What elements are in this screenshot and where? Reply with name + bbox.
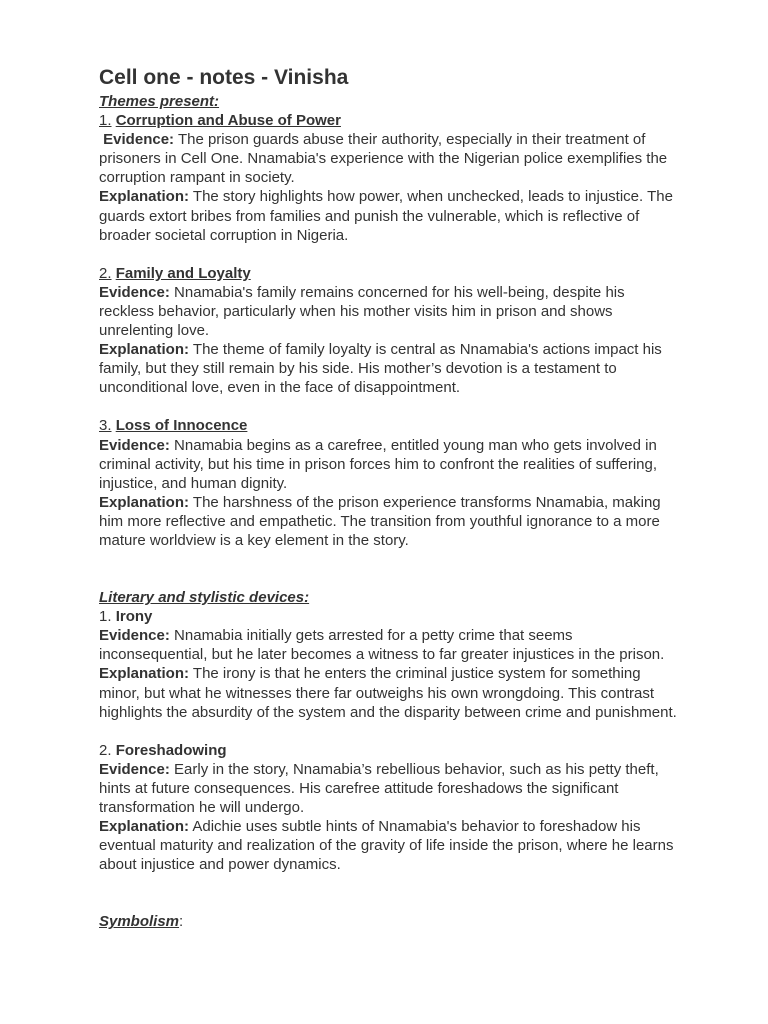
evidence-text: Early in the story, Nnamabia’s rebellious behavior, such as his petty theft, hints at future consequences. His carefree attitude foreshadows the significant transformation he will undergo. xyxy=(99,760,659,816)
theme-number: 1. xyxy=(99,112,112,130)
explanation-paragraph xyxy=(99,187,679,244)
device-item xyxy=(99,607,679,722)
spacer xyxy=(99,397,679,416)
device-number: 1. xyxy=(99,608,112,626)
themes-section xyxy=(99,92,679,550)
evidence-label: Evidence: xyxy=(103,131,175,149)
evidence-label: Evidence: xyxy=(99,436,170,454)
document-page xyxy=(99,64,679,931)
theme-name: Corruption and Abuse of Power xyxy=(115,112,341,130)
theme-item xyxy=(99,416,679,550)
explanation-label: Explanation: xyxy=(99,493,190,511)
theme-title xyxy=(99,111,679,130)
theme-name: Loss of Innocence xyxy=(115,417,248,435)
evidence-paragraph xyxy=(99,760,679,817)
evidence-text: Nnamabia initially gets arrested for a petty crime that seems inconsequential, but he later becomes a witness to far greater injustices in the prison. xyxy=(99,627,665,664)
explanation-label: Explanation: xyxy=(99,188,190,206)
theme-item xyxy=(99,111,679,245)
explanation-text: The irony is that he enters the criminal justice system for something minor, but what he witnesses there far outweighs his own wrongdoing. This contrast highlights the absurdity of the system and the disparity between crime and punishment. xyxy=(99,665,677,721)
explanation-paragraph xyxy=(99,664,679,721)
symbolism-heading xyxy=(99,912,679,931)
device-item xyxy=(99,741,679,875)
device-title xyxy=(99,741,679,760)
explanation-paragraph xyxy=(99,817,679,874)
theme-title xyxy=(99,264,679,283)
themes-heading: Themes present: xyxy=(99,93,220,110)
spacer xyxy=(99,722,679,741)
evidence-paragraph xyxy=(99,130,679,187)
explanation-paragraph xyxy=(99,340,679,397)
evidence-paragraph xyxy=(99,626,679,664)
evidence-text: Nnamabia's family remains concerned for his well-being, despite his reckless behavior, particularly when his mother visits him in prison and shows unrelenting love. xyxy=(99,283,625,340)
theme-item xyxy=(99,264,679,398)
theme-number: 3. xyxy=(99,417,112,435)
evidence-label: Evidence: xyxy=(99,760,170,778)
theme-title xyxy=(99,416,679,435)
symbolism-heading-text: Symbolism xyxy=(99,913,180,931)
devices-section xyxy=(99,588,679,874)
evidence-text: The prison guards abuse their authority, especially in their treatment of prisoners in Cell One. Nnamabia's experience with the Nigerian police exemplifies the corruption rampant in society. xyxy=(99,131,668,187)
theme-name: Family and Loyalty xyxy=(115,264,251,282)
spacer xyxy=(99,550,679,588)
device-title xyxy=(99,607,679,626)
evidence-label: Evidence: xyxy=(99,627,170,645)
explanation-label: Explanation: xyxy=(99,665,190,683)
evidence-label: Evidence: xyxy=(99,283,170,301)
device-name: Irony xyxy=(115,608,153,626)
explanation-text: Adichie uses subtle hints of Nnamabia's behavior to foreshadow his eventual maturity and realization of the gravity of life inside the prison, where he learns about injustice and power dynamics. xyxy=(99,818,674,874)
explanation-text: The theme of family loyalty is central as Nnamabia's actions impact his family, but they still remain by his side. His mother’s devotion is a testament to unconditional love, even in the face of disappointment. xyxy=(99,341,662,397)
spacer xyxy=(99,245,679,264)
evidence-paragraph xyxy=(99,283,679,340)
document-title: Cell one - notes - Vinisha xyxy=(99,66,349,89)
explanation-label: Explanation: xyxy=(99,818,190,836)
explanation-label: Explanation: xyxy=(99,341,190,359)
symbolism-heading-colon: : xyxy=(179,913,184,931)
evidence-text: Nnamabia begins as a carefree, entitled young man who gets involved in criminal activity, but his time in prison forces him to confront the realities of suffering, injustice, and human dignity. xyxy=(99,436,658,492)
theme-number: 2. xyxy=(99,264,112,282)
explanation-text: The story highlights how power, when unchecked, leads to injustice. The guards extort bribes from families and punish the vulnerable, which is reflective of broader societal corruption in Nigeria. xyxy=(99,188,673,244)
device-name: Foreshadowing xyxy=(115,741,227,759)
device-number: 2. xyxy=(99,741,112,759)
evidence-paragraph xyxy=(99,436,679,493)
devices-heading: Literary and stylistic devices: xyxy=(99,589,310,607)
spacer xyxy=(99,874,679,912)
explanation-text: The harshness of the prison experience transforms Nnamabia, making him more reflective and empathetic. The transition from youthful ignorance to a more mature worldview is a key element in the story. xyxy=(99,493,661,549)
explanation-paragraph xyxy=(99,493,679,550)
